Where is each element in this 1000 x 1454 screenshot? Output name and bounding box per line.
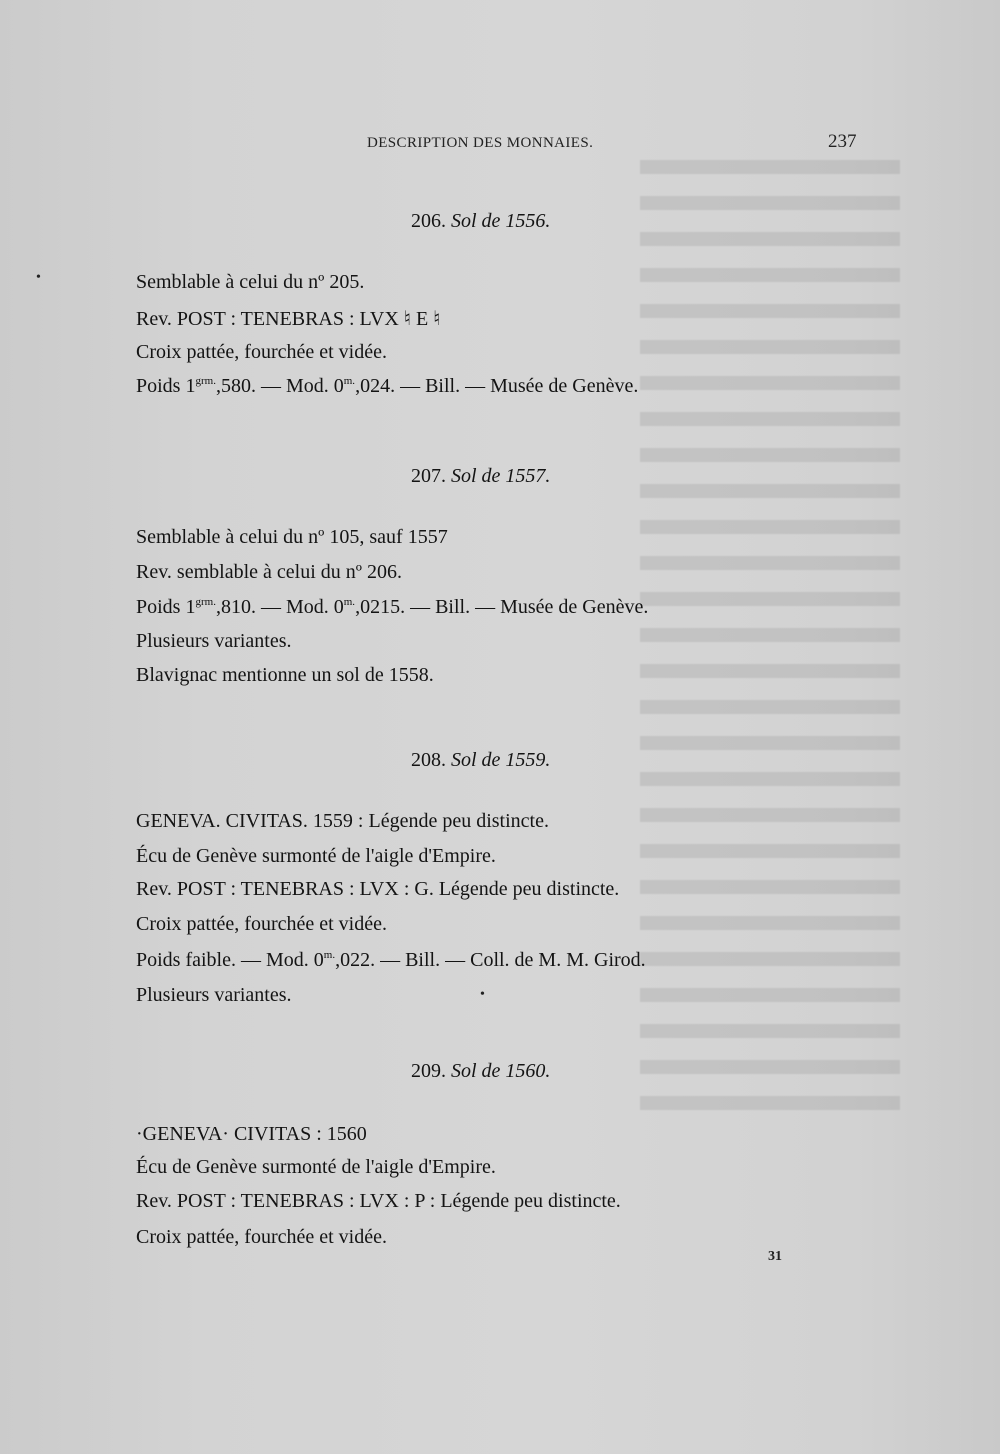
- entry-line: Croix pattée, fourchée et vidée.: [136, 913, 387, 935]
- entry-line: Rev. POST : TENEBRAS : LVX : G. Légende peu distincte.: [136, 878, 620, 900]
- entry-line: Plusieurs variantes.: [136, 630, 292, 652]
- entry-title: Sol de 1556.: [451, 210, 551, 232]
- entry-number: 206.: [411, 210, 446, 232]
- bleed-through-texture: [640, 160, 900, 1120]
- entry-line: GENEVA. CIVITAS. 1559 : Légende peu distincte.: [136, 810, 549, 832]
- weight-line: Poids $1^{grm.},580$. — Mod. $0^{m.},024$. — Bill. — Musée de Genève.: [136, 375, 639, 397]
- entry-title: Sol de 1560.: [451, 1060, 551, 1082]
- entry-line: Semblable à celui du nº 105, sauf 1557: [136, 526, 448, 548]
- signature-mark: 31: [768, 1249, 782, 1264]
- running-title: DESCRIPTION DES MONNAIES.: [367, 135, 594, 151]
- entry-line: Semblable à celui du nº 205.: [136, 271, 365, 293]
- entry-line: Croix pattée, fourchée et vidée.: [136, 1226, 387, 1248]
- entry-line: Rev. POST : TENEBRAS : LVX ♮ E ♮: [136, 308, 441, 330]
- entry-number: 208.: [411, 749, 446, 771]
- entry-heading-209: [411, 1060, 550, 1083]
- entry-line: Blavignac mentionne un sol de 1558.: [136, 664, 434, 686]
- entry-heading-206: [411, 210, 550, 233]
- entry-line: Plusieurs variantes.: [136, 984, 292, 1006]
- weight-line: Poids $1^{grm.},810$. — Mod. $0^{m.},0215$. — Bill. — Musée de Genève.: [136, 596, 649, 618]
- entry-number: 207.: [411, 465, 446, 487]
- entry-title: Sol de 1557.: [451, 465, 551, 487]
- entry-line: Croix pattée, fourchée et vidée.: [136, 341, 387, 363]
- entry-line: Rev. semblable à celui du nº 206.: [136, 561, 402, 583]
- weight-line: Poids faible. — Mod. $0^{m.},022$. — Bill. — Coll. de M. M. Girod.: [136, 949, 646, 971]
- entry-line: Écu de Genève surmonté de l'aigle d'Empire.: [136, 845, 496, 867]
- stray-mark: •: [480, 987, 485, 1002]
- page-number: 237: [828, 131, 857, 152]
- entry-number: 209.: [411, 1060, 446, 1082]
- entry-title: Sol de 1559.: [451, 749, 551, 771]
- entry-heading-207: [411, 465, 550, 488]
- entry-line: ·GENEVA· CIVITAS : 1560: [136, 1123, 367, 1145]
- entry-line: Écu de Genève surmonté de l'aigle d'Empire.: [136, 1156, 496, 1178]
- entry-heading-208: [411, 749, 550, 772]
- entry-line: Rev. POST : TENEBRAS : LVX : P : Légende peu distincte.: [136, 1190, 621, 1212]
- stray-mark: •: [36, 270, 41, 285]
